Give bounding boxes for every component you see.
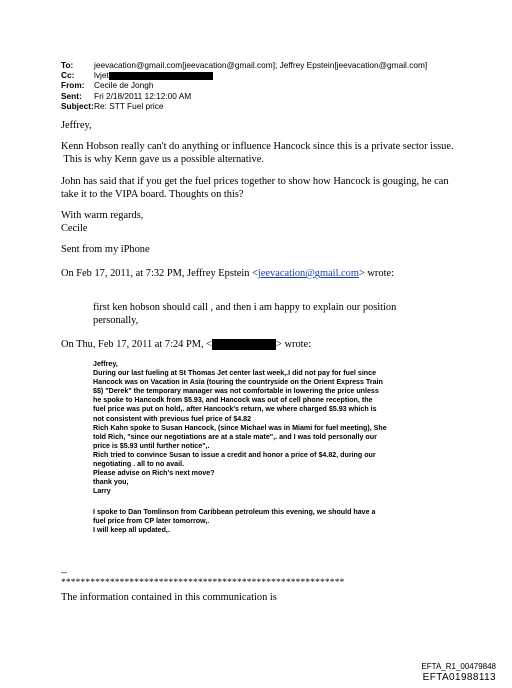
epstein-line-2: personally, xyxy=(93,314,139,326)
larry-line: told Rich, "since our negotiations are at a stale mate",. and I was told personally our xyxy=(93,432,377,441)
redaction-box xyxy=(212,339,276,350)
larry-line: Rich Kahn spoke to Susan Hancock, (since Michael was in Miami for fuel meeting), She xyxy=(93,423,387,432)
larry-line: he spoke to Hancodk from $5.93, and Hancock was out of cell phone reception, the xyxy=(93,396,373,405)
larry-message xyxy=(93,360,387,496)
to-label: To: xyxy=(61,60,74,70)
quote-header-2 xyxy=(61,339,311,352)
larry-line: negotiating . all to no avail. xyxy=(93,460,185,469)
bates-ref-2: EFTA01988113 xyxy=(422,672,496,683)
paragraph-2 xyxy=(61,176,449,201)
from-value: Cecile de Jongh xyxy=(94,80,154,91)
paragraph-2-line-2: take it to the VIPA board. Thoughts on this? xyxy=(61,188,244,200)
to-value: jeevacation@gmail.com[jeevacation@gmail.com]; Jeffrey Epstein[jeevacation@gmail.com] xyxy=(94,60,428,70)
email-header xyxy=(61,60,427,111)
paragraph-1 xyxy=(61,141,454,166)
closing-block xyxy=(61,210,143,235)
bates-ref-1: EFTA_R1_00479848 xyxy=(421,662,496,671)
quote-header-1-suffix: > wrote: xyxy=(358,268,394,279)
larry-line: Please advise on Rich's next move? xyxy=(93,469,215,478)
divider-stars: ********************************************************** xyxy=(61,578,345,588)
larry-line: not consistent with previous fuel price of $4.82 xyxy=(93,414,252,423)
larry-message-2 xyxy=(93,508,375,535)
epstein-line-1: first ken hobson should call , and then i am happy to explain our position xyxy=(93,302,397,313)
larry-line: During our last fueling at St Thomas Jet center last week,.I did not pay for fuel since xyxy=(93,369,377,378)
signature: Cecile xyxy=(61,222,88,234)
subject-label: Subject: xyxy=(61,100,94,111)
sent-from: Sent from my iPhone xyxy=(61,244,150,255)
signature-dashes: -- xyxy=(61,567,67,577)
larry-p2-line: I spoke to Dan Tomlinson from Caribbean petroleum this evening, we should have a xyxy=(93,508,376,516)
greeting: Jeffrey, xyxy=(61,120,92,131)
sent-value: Fri 2/18/2011 12:12:00 AM xyxy=(94,90,192,101)
epstein-message xyxy=(93,302,396,327)
larry-line: Larry xyxy=(93,487,111,496)
subject-value: Re: STT Fuel price xyxy=(94,100,164,111)
sent-row xyxy=(61,91,427,101)
quote-header-2-suffix: > wrote: xyxy=(276,339,312,350)
larry-line: $$) "Derek" the temporary manager was not comfortable in lowering the price unless xyxy=(93,387,379,396)
quote-header-2-prefix: On Thu, Feb 17, 2011 at 7:24 PM, < xyxy=(61,339,213,350)
larry-line: thank you, xyxy=(93,478,129,487)
larry-line: Hancock was on Vacation in Asia (touring the countryside on the Orient Express Train xyxy=(93,378,383,387)
cc-label: Cc: xyxy=(61,70,75,81)
cc-row xyxy=(61,70,427,80)
larry-line: price is $5.93 until further notice",. xyxy=(93,441,210,450)
quote-header-1 xyxy=(61,268,394,281)
from-row xyxy=(61,80,427,90)
larry-line: Rich tried to convince Susan to issue a credit and honor a price of $4.82, during our xyxy=(93,450,376,459)
larry-p2-line: fuel price from CP later tomorrow,. xyxy=(93,517,210,526)
larry-p2-line: I will keep all updated,. xyxy=(93,526,170,535)
paragraph-1-line-1: Kenn Hobson really can't do anything or influence Hancock since this is a private sector issue. xyxy=(61,141,454,152)
larry-line: fuel price was put on hold,. after Hancock's return, we where charged $5.93 which is xyxy=(93,405,377,414)
redaction-box xyxy=(109,72,213,80)
subject-row xyxy=(61,101,427,111)
cc-value: lvjet xyxy=(94,70,109,81)
paragraph-2-line-1: John has said that if you get the fuel prices together to show how Hancock is gouging, he can xyxy=(61,176,449,187)
from-label: From: xyxy=(61,80,85,91)
disclaimer: The information contained in this communication is xyxy=(61,592,277,603)
closing: With warm regards, xyxy=(61,210,144,221)
paragraph-1-line-2: This is why Kenn gave us a possible alternative. xyxy=(61,153,264,165)
larry-line: Jeffrey, xyxy=(93,360,118,368)
sent-label: Sent: xyxy=(61,90,82,101)
email-link[interactable]: jeevacation@gmail.com xyxy=(257,268,359,279)
quote-header-1-prefix: On Feb 17, 2011, at 7:32 PM, Jeffrey Epstein < xyxy=(61,268,258,279)
to-row xyxy=(61,60,427,70)
